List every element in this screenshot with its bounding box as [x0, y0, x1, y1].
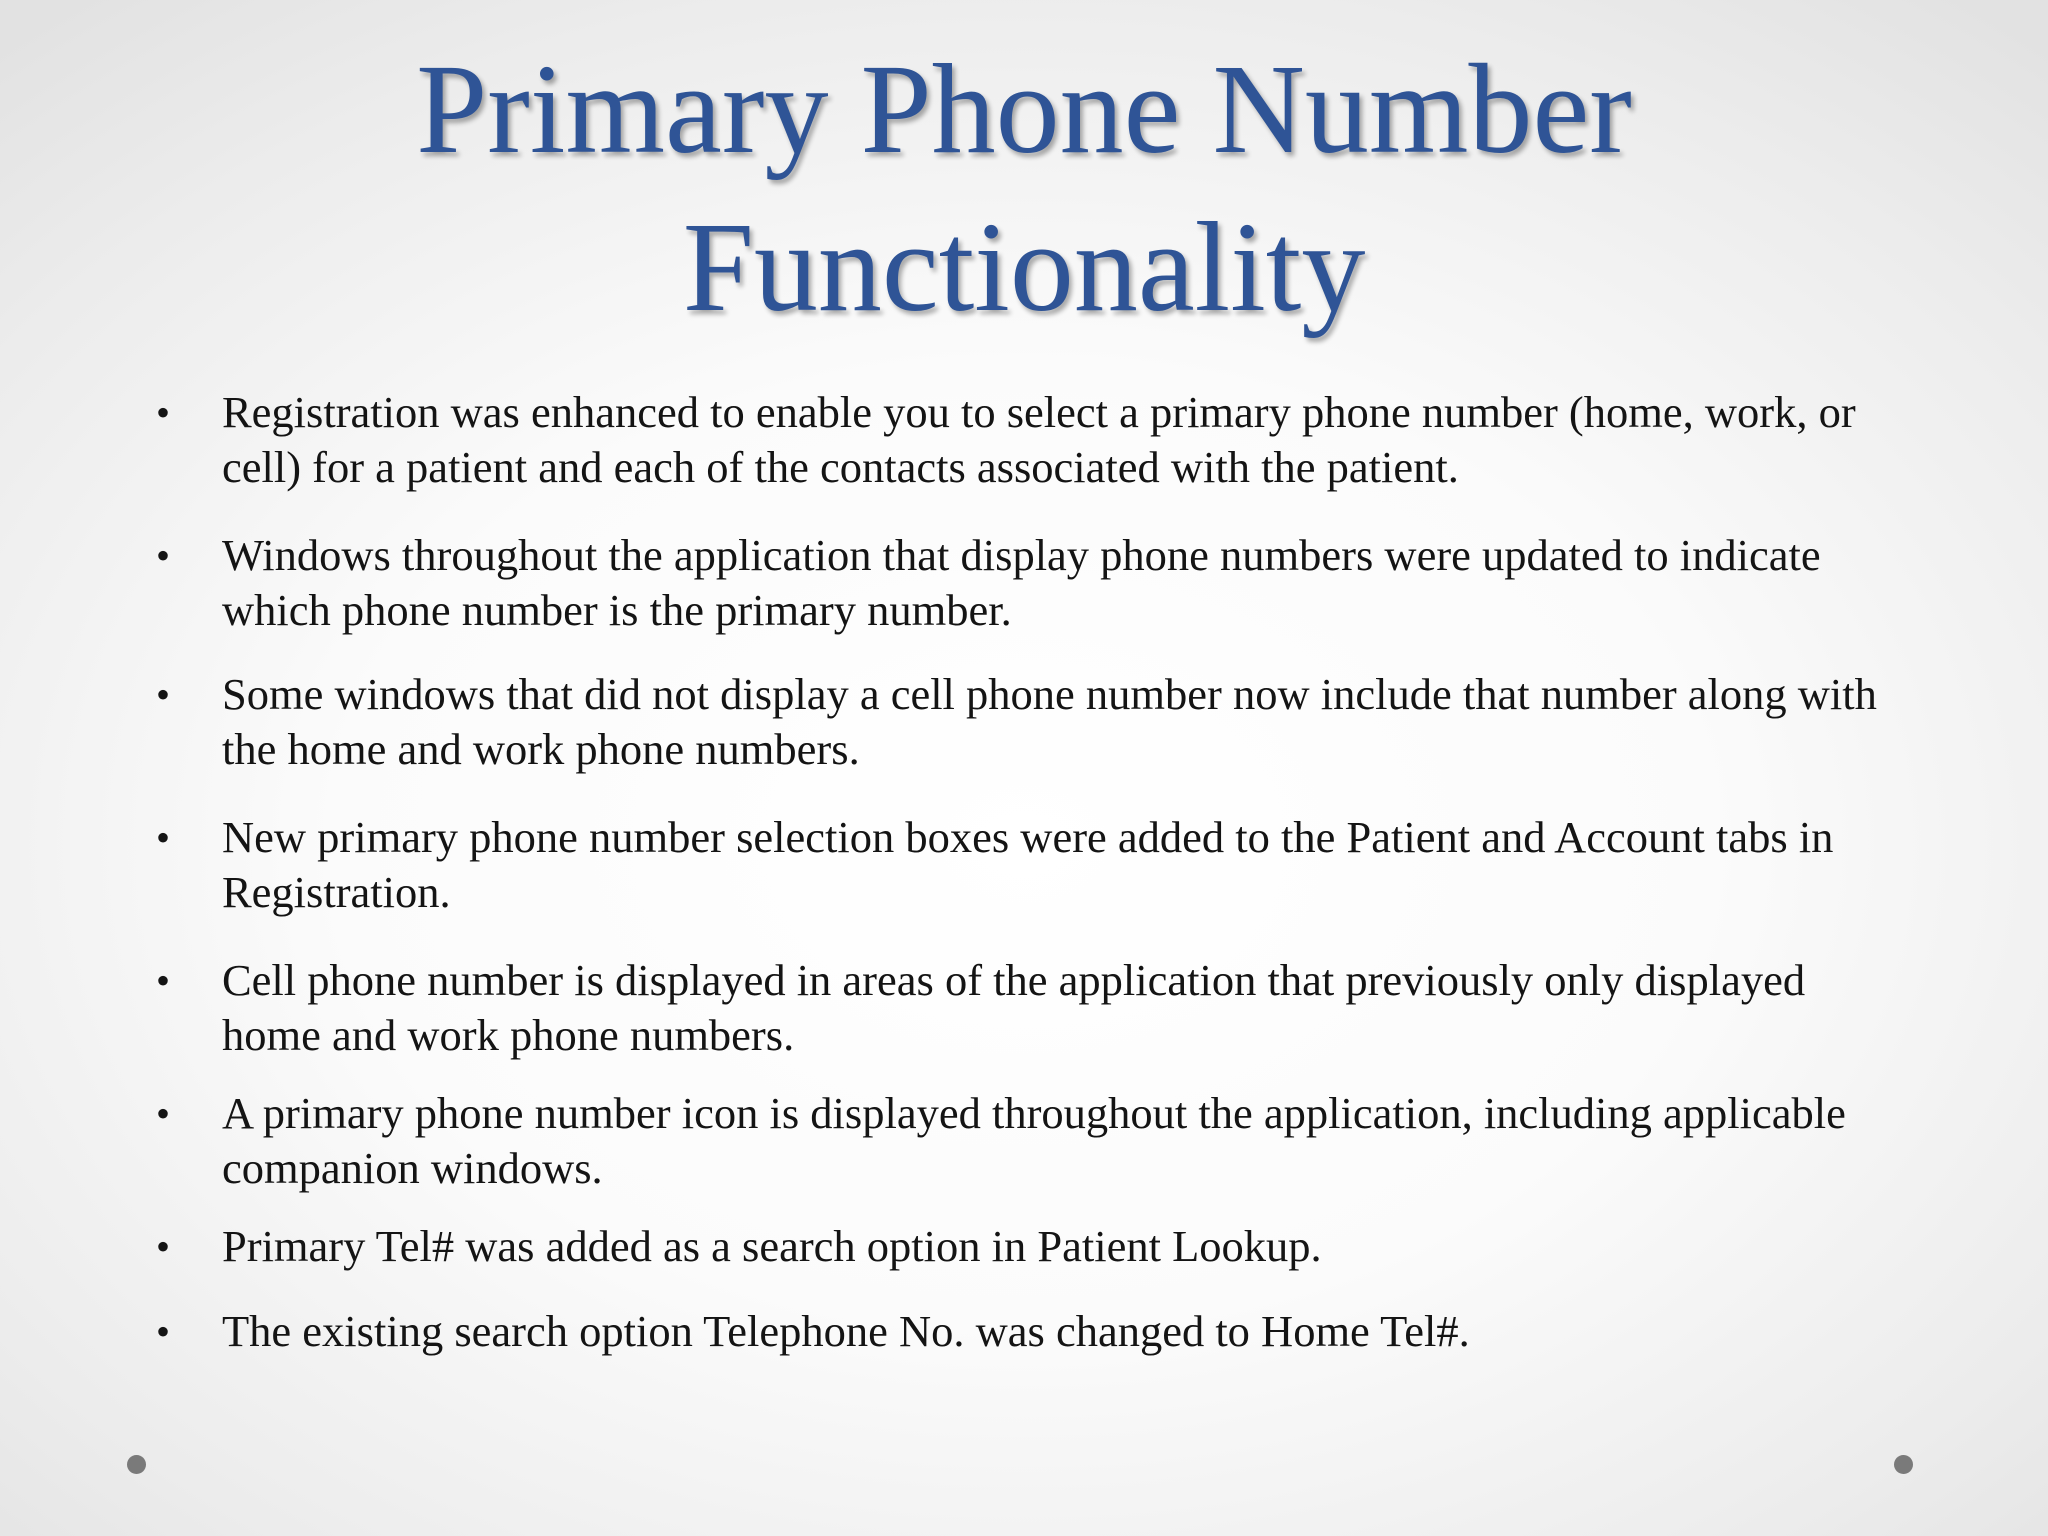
bullet-item	[150, 810, 1890, 920]
bullet-text: The existing search option Telephone No. was changed to Home Tel#.	[222, 1306, 1470, 1356]
bullet-text: New primary phone number selection boxes were added to the Patient and Account tabs in Registration.	[222, 812, 1834, 917]
slide-title	[0, 30, 2048, 346]
bullet-text: Some windows that did not display a cell phone number now include that number along with the home and work phone numbers.	[222, 669, 1877, 774]
bullet-icon: •	[156, 1091, 171, 1136]
bullet-icon: •	[156, 815, 171, 860]
title-line-2: Functionality	[682, 196, 1366, 338]
bullet-item	[150, 667, 1890, 777]
bullet-icon: •	[156, 533, 171, 578]
bullet-icon: •	[156, 1309, 171, 1354]
bullet-icon: •	[156, 1224, 171, 1269]
bullet-icon: •	[156, 390, 171, 435]
bullet-item	[150, 1219, 1890, 1274]
bullet-item	[150, 528, 1890, 638]
bullet-text: Registration was enhanced to enable you to select a primary phone number (home, work, or cell) for a patient and each of the contacts associated with the patient.	[222, 387, 1856, 492]
bullet-list	[150, 385, 1890, 1359]
title-line-1: Primary Phone Number	[416, 38, 1632, 180]
bullet-item	[150, 385, 1890, 495]
bullet-item	[150, 1304, 1890, 1359]
bullet-text: Windows throughout the application that display phone numbers were updated to indicate which phone number is the primary number.	[222, 530, 1821, 635]
bullet-text: Cell phone number is displayed in areas of the application that previously only displayed home and work phone numbers.	[222, 955, 1806, 1060]
corner-dot-left	[127, 1455, 146, 1474]
corner-dot-right	[1894, 1455, 1913, 1474]
bullet-item	[150, 1086, 1890, 1196]
bullet-icon: •	[156, 958, 171, 1003]
bullet-item	[150, 953, 1890, 1063]
bullet-text: A primary phone number icon is displayed throughout the application, including applicable companion windows.	[222, 1088, 1846, 1193]
bullet-text: Primary Tel# was added as a search option in Patient Lookup.	[222, 1221, 1322, 1271]
bullet-icon: •	[156, 672, 171, 717]
